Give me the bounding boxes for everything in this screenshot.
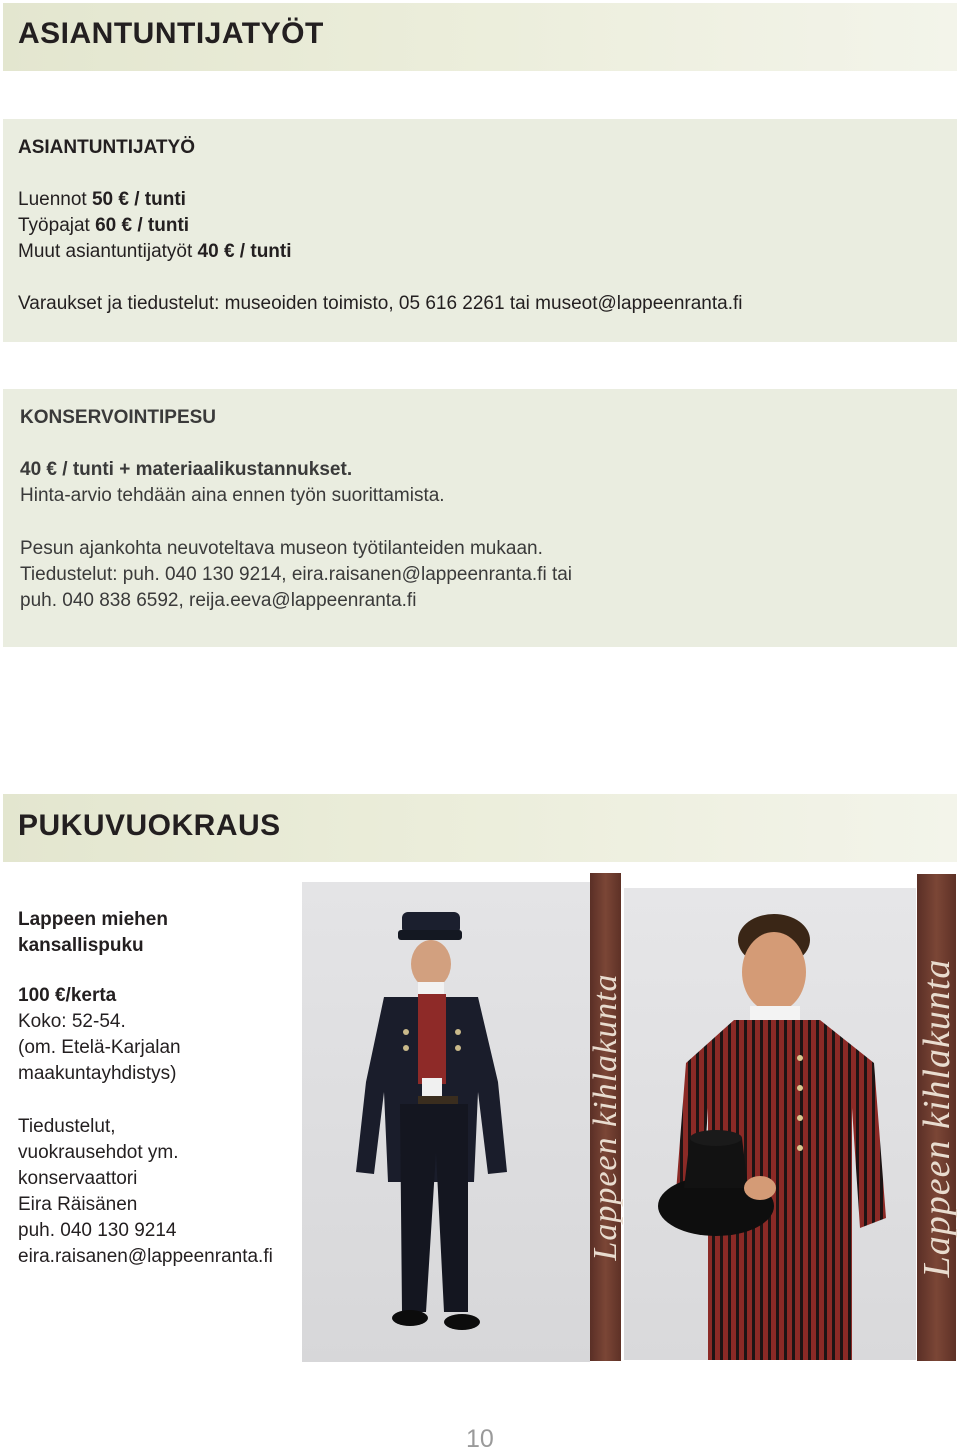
costume-contact-2: vuokrausehdot ym. (18, 1142, 179, 1163)
costume-price: 100 €/kerta (18, 985, 117, 1006)
price-row-muut: Muut asiantuntijatyöt 40 € / tunti (18, 241, 292, 262)
konservointipesu-title: KONSERVOINTIPESU (20, 407, 217, 428)
konservointipesu-contact-2: puh. 040 838 6592, reija.eeva@lappeenranta.fi (20, 590, 417, 611)
konservointipesu-schedule: Pesun ajankohta neuvoteltava museon työtilanteiden mukaan. (20, 538, 543, 559)
asiantuntijatyo-title: ASIANTUNTIJATYÖ (18, 137, 195, 158)
konservointipesu-price: 40 € / tunti + materiaalikustannukset. (20, 459, 353, 480)
photo-ribbon-right (917, 874, 956, 1361)
ribbon-text: Lappeen kihlakunta (915, 958, 958, 1277)
booking-info: Varaukset ja tiedustelut: museoiden toimisto, 05 616 2261 tai museot@lappeenranta.fi (18, 293, 743, 314)
costume-contact-4: Eira Räisänen (18, 1194, 138, 1215)
konservointipesu-estimate: Hinta-arvio tehdään aina ennen työn suorittamista. (20, 485, 445, 506)
page-number: 10 (466, 1425, 494, 1453)
konservointipesu-contact-1: Tiedustelut: puh. 040 130 9214, eira.raisanen@lappeenranta.fi tai (20, 564, 573, 585)
ribbon-text: Lappeen kihlakunta (586, 973, 624, 1261)
price-row-luennot: Luennot 50 € / tunti (18, 189, 186, 210)
costume-photo-full-body (302, 882, 590, 1362)
man-in-costume-illustration (302, 882, 590, 1362)
section-title-pukuvuokraus: PUKUVUOKRAUS (18, 809, 281, 842)
photo-ribbon-left (586, 873, 624, 1361)
costume-owner-2: maakuntayhdistys) (18, 1063, 177, 1084)
costume-photo-half-body (624, 888, 916, 1360)
costume-contact-1: Tiedustelut, (18, 1116, 116, 1137)
costume-contact-5: puh. 040 130 9214 (18, 1220, 177, 1241)
costume-contact-6: eira.raisanen@lappeenranta.fi (18, 1246, 273, 1267)
price-row-tyopajat: Työpajat 60 € / tunti (18, 215, 190, 236)
section-title-asiantuntijatyot: ASIANTUNTIJATYÖT (18, 17, 324, 50)
costume-size: Koko: 52-54. (18, 1011, 126, 1032)
costume-title: Lappeen miehen kansallispuku (18, 909, 168, 956)
costume-contact-3: konservaattori (18, 1168, 138, 1189)
man-in-striped-jacket-illustration (624, 888, 916, 1360)
costume-owner-1: (om. Etelä-Karjalan (18, 1037, 181, 1058)
